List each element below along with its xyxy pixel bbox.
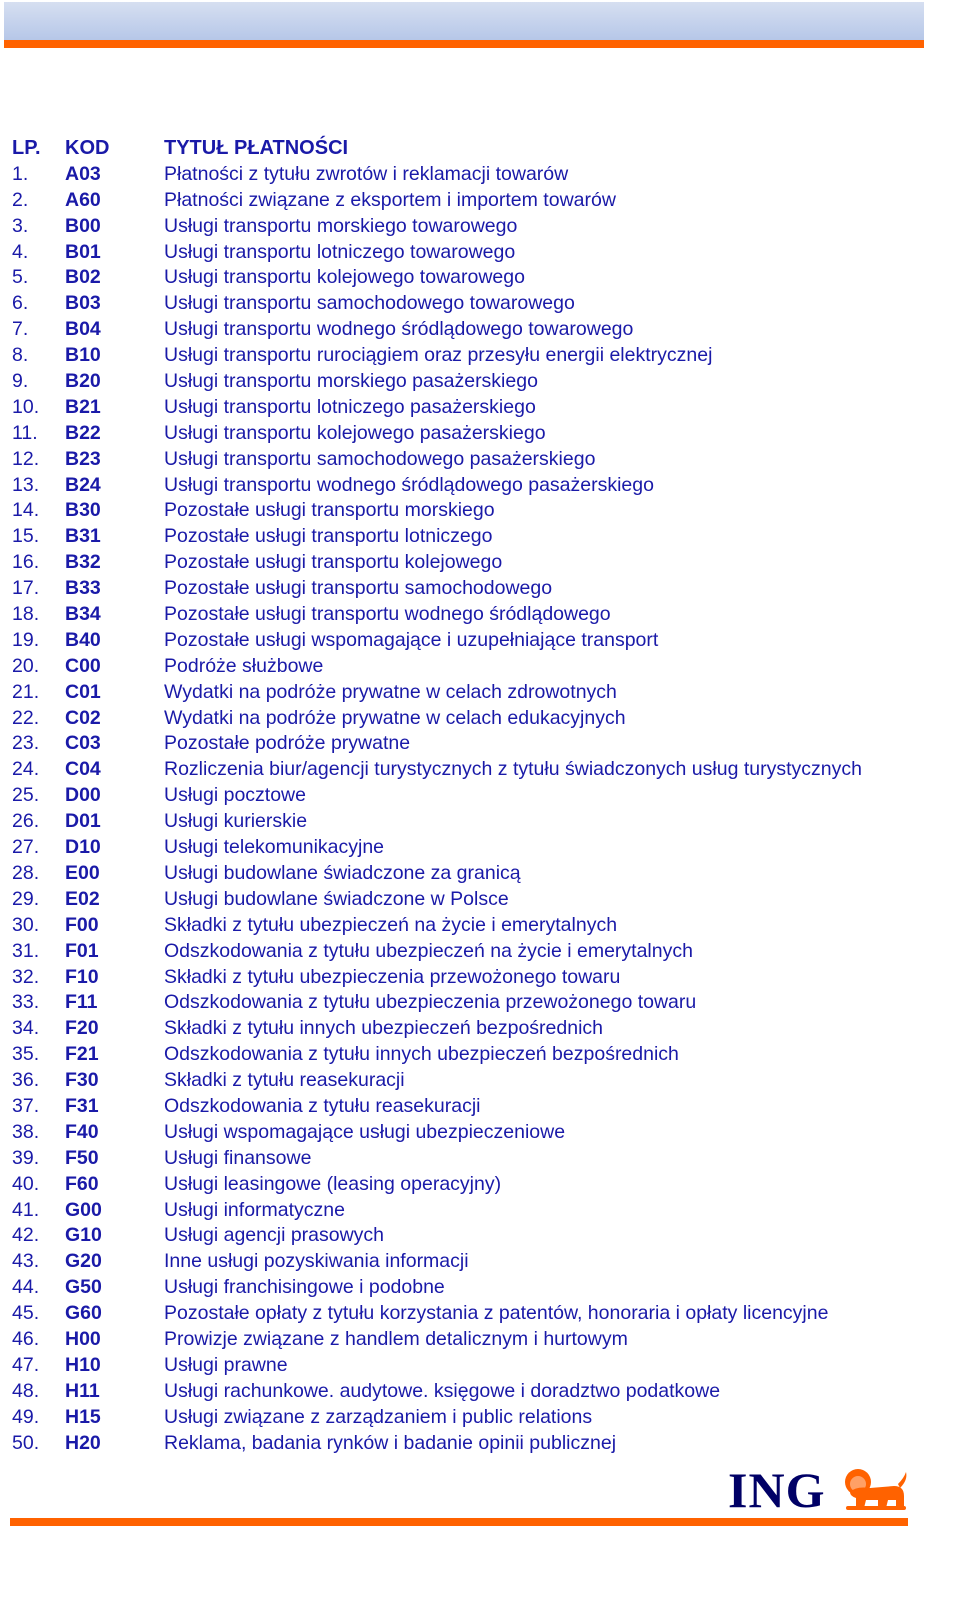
- row-tytul: Usługi transportu morskiego pasażerskiego: [164, 370, 538, 393]
- row-kod: F31: [65, 1094, 99, 1117]
- row-lp: 31.: [12, 939, 40, 962]
- row-kod: H00: [65, 1327, 101, 1350]
- row-tytul: Usługi budowlane świadczone w Polsce: [164, 887, 509, 910]
- row-tytul: Usługi prawne: [164, 1353, 288, 1376]
- row-kod: A03: [65, 162, 101, 185]
- row-lp: 26.: [12, 810, 40, 833]
- row-lp: 35.: [12, 1043, 40, 1066]
- row-tytul: Usługi budowlane świadczone za granicą: [164, 861, 521, 884]
- row-kod: B02: [65, 266, 101, 289]
- row-kod: B10: [65, 344, 101, 367]
- row-tytul: Usługi rachunkowe. audytowe. księgowe i doradztwo podatkowe: [164, 1379, 721, 1402]
- row-kod: C01: [65, 680, 101, 703]
- row-tytul: Usługi pocztowe: [164, 784, 306, 807]
- row-kod: B32: [65, 551, 101, 574]
- row-lp: 41.: [12, 1198, 40, 1221]
- row-lp: 50.: [12, 1431, 40, 1454]
- row-lp: 11.: [12, 421, 38, 444]
- row-tytul: Składki z tytułu reasekuracji: [164, 1069, 405, 1092]
- row-lp: 14.: [12, 499, 40, 522]
- ing-logo-text: ING: [728, 1462, 826, 1518]
- row-kod: F10: [65, 965, 99, 988]
- row-kod: H15: [65, 1405, 101, 1428]
- row-tytul: Pozostałe usługi transportu kolejowego: [164, 551, 503, 574]
- row-lp: 32.: [12, 965, 40, 988]
- row-lp: 46.: [12, 1327, 40, 1350]
- row-kod: F50: [65, 1146, 99, 1169]
- row-kod: B40: [65, 628, 101, 651]
- row-kod: F21: [65, 1043, 99, 1066]
- top-accent-rule: [4, 40, 924, 48]
- row-kod: B22: [65, 421, 101, 444]
- row-lp: 7.: [12, 318, 29, 341]
- row-lp: 34.: [12, 1017, 40, 1040]
- row-kod: B33: [65, 577, 101, 600]
- row-tytul: Usługi transportu kolejowego pasażerskiego: [164, 421, 546, 444]
- row-lp: 15.: [12, 525, 40, 548]
- row-kod: G00: [65, 1198, 102, 1221]
- row-tytul: Pozostałe usługi transportu lotniczego: [164, 525, 493, 548]
- row-kod: F40: [65, 1120, 99, 1143]
- row-kod: B21: [65, 395, 101, 418]
- row-tytul: Odszkodowania z tytułu reasekuracji: [164, 1094, 481, 1117]
- top-band: [4, 2, 924, 40]
- row-tytul: Odszkodowania z tytułu ubezpieczeń na życie i emerytalnych: [164, 939, 693, 962]
- row-kod: B03: [65, 292, 101, 315]
- row-tytul: Usługi telekomunikacyjne: [164, 836, 385, 859]
- row-kod: B30: [65, 499, 101, 522]
- row-tytul: Pozostałe usługi transportu wodnego śródlądowego: [164, 603, 611, 626]
- row-lp: 20.: [12, 654, 40, 677]
- row-tytul: Usługi transportu lotniczego towarowego: [164, 240, 516, 263]
- row-tytul: Pozostałe usługi transportu morskiego: [164, 499, 495, 522]
- row-tytul: Płatności związane z eksportem i importem towarów: [164, 188, 616, 211]
- row-kod: B01: [65, 240, 101, 263]
- lion-icon: [836, 1466, 908, 1512]
- row-tytul: Usługi kurierskie: [164, 810, 308, 833]
- row-kod: D01: [65, 810, 101, 833]
- header-lp: LP.: [12, 137, 41, 159]
- row-kod: C04: [65, 758, 101, 781]
- row-tytul: Składki z tytułu ubezpieczeń na życie i emerytalnych: [164, 913, 618, 936]
- row-tytul: Rozliczenia biur/agencji turystycznych z tytułu świadczonych usług turystycznych: [164, 758, 862, 781]
- row-tytul: Pozostałe usługi wspomagające i uzupełniające transport: [164, 628, 659, 651]
- row-tytul: Usługi transportu wodnego śródlądowego towarowego: [164, 318, 634, 341]
- row-lp: 33.: [12, 991, 40, 1014]
- row-tytul: Usługi leasingowe (leasing operacyjny): [164, 1172, 502, 1195]
- row-lp: 21.: [12, 680, 40, 703]
- row-kod: F11: [65, 991, 98, 1014]
- row-kod: G20: [65, 1250, 102, 1273]
- row-kod: E00: [65, 861, 100, 884]
- row-lp: 4.: [12, 240, 29, 263]
- row-lp: 22.: [12, 706, 40, 729]
- row-kod: C03: [65, 732, 101, 755]
- row-tytul: Pozostałe opłaty z tytułu korzystania z patentów, honoraria i opłaty licencyjne: [164, 1302, 829, 1325]
- row-kod: F30: [65, 1069, 99, 1092]
- row-kod: F00: [65, 913, 99, 936]
- row-kod: B31: [65, 525, 101, 548]
- row-tytul: Odszkodowania z tytułu ubezpieczenia przewożonego towaru: [164, 991, 697, 1014]
- row-lp: 39.: [12, 1146, 40, 1169]
- row-kod: B24: [65, 473, 101, 496]
- row-tytul: Usługi transportu samochodowego pasażerskiego: [164, 447, 596, 470]
- row-kod: D10: [65, 836, 101, 859]
- row-lp: 9.: [12, 370, 29, 393]
- row-lp: 47.: [12, 1353, 40, 1376]
- row-lp: 30.: [12, 913, 40, 936]
- row-lp: 25.: [12, 784, 40, 807]
- row-tytul: Odszkodowania z tytułu innych ubezpieczeń bezpośrednich: [164, 1043, 679, 1066]
- row-tytul: Prowizje związane z handlem detalicznym i hurtowym: [164, 1327, 628, 1350]
- row-lp: 3.: [12, 214, 29, 237]
- row-tytul: Usługi informatyczne: [164, 1198, 345, 1221]
- row-kod: C02: [65, 706, 101, 729]
- row-tytul: Usługi finansowe: [164, 1146, 312, 1169]
- row-tytul: Usługi transportu lotniczego pasażerskiego: [164, 395, 536, 418]
- row-lp: 23.: [12, 732, 40, 755]
- row-tytul: Pozostałe usługi transportu samochodowego: [164, 577, 553, 600]
- row-tytul: Wydatki na podróże prywatne w celach zdrowotnych: [164, 680, 617, 703]
- row-kod: G10: [65, 1224, 102, 1247]
- row-lp: 42.: [12, 1224, 40, 1247]
- row-lp: 12.: [12, 447, 40, 470]
- row-tytul: Usługi transportu wodnego śródlądowego pasażerskiego: [164, 473, 654, 496]
- row-tytul: Reklama, badania rynków i badanie opinii publicznej: [164, 1431, 617, 1454]
- row-kod: B00: [65, 214, 101, 237]
- bottom-accent-rule: [10, 1518, 908, 1526]
- row-kod: A60: [65, 188, 101, 211]
- row-tytul: Płatności z tytułu zwrotów i reklamacji towarów: [164, 162, 569, 185]
- row-lp: 37.: [12, 1094, 40, 1117]
- row-kod: D00: [65, 784, 101, 807]
- row-kod: C00: [65, 654, 101, 677]
- row-kod: H10: [65, 1353, 101, 1376]
- row-tytul: Usługi związane z zarządzaniem i public relations: [164, 1405, 593, 1428]
- row-tytul: Składki z tytułu ubezpieczenia przewożonego towaru: [164, 965, 621, 988]
- row-kod: B20: [65, 370, 101, 393]
- header-kod: KOD: [65, 137, 110, 159]
- row-lp: 29.: [12, 887, 40, 910]
- row-lp: 28.: [12, 861, 40, 884]
- row-kod: B23: [65, 447, 101, 470]
- row-tytul: Usługi wspomagające usługi ubezpieczeniowe: [164, 1120, 566, 1143]
- row-lp: 10.: [12, 395, 40, 418]
- row-tytul: Inne usługi pozyskiwania informacji: [164, 1250, 469, 1273]
- row-kod: H20: [65, 1431, 101, 1454]
- row-lp: 19.: [12, 628, 40, 651]
- row-kod: E02: [65, 887, 100, 910]
- row-tytul: Wydatki na podróże prywatne w celach edukacyjnych: [164, 706, 626, 729]
- row-kod: F20: [65, 1017, 99, 1040]
- row-lp: 17.: [12, 577, 40, 600]
- row-tytul: Usługi transportu kolejowego towarowego: [164, 266, 525, 289]
- row-tytul: Podróże służbowe: [164, 654, 324, 677]
- row-lp: 48.: [12, 1379, 40, 1402]
- row-lp: 27.: [12, 836, 40, 859]
- row-lp: 43.: [12, 1250, 40, 1273]
- row-lp: 16.: [12, 551, 40, 574]
- row-tytul: Składki z tytułu innych ubezpieczeń bezpośrednich: [164, 1017, 604, 1040]
- row-lp: 1.: [12, 162, 29, 185]
- row-lp: 18.: [12, 603, 40, 626]
- row-lp: 8.: [12, 344, 29, 367]
- row-tytul: Usługi franchisingowe i podobne: [164, 1276, 445, 1299]
- row-tytul: Usługi transportu rurociągiem oraz przesyłu energii elektrycznej: [164, 344, 713, 367]
- row-tytul: Usługi transportu morskiego towarowego: [164, 214, 518, 237]
- row-kod: F01: [65, 939, 99, 962]
- row-lp: 45.: [12, 1302, 40, 1325]
- row-lp: 40.: [12, 1172, 40, 1195]
- row-lp: 24.: [12, 758, 40, 781]
- row-tytul: Usługi agencji prasowych: [164, 1224, 385, 1247]
- row-kod: B34: [65, 603, 101, 626]
- ing-logo: [728, 1462, 910, 1518]
- row-kod: B04: [65, 318, 101, 341]
- row-tytul: Usługi transportu samochodowego towarowego: [164, 292, 575, 315]
- row-lp: 2.: [12, 188, 29, 211]
- row-kod: G50: [65, 1276, 102, 1299]
- row-lp: 38.: [12, 1120, 40, 1143]
- row-lp: 36.: [12, 1069, 40, 1092]
- row-lp: 13.: [12, 473, 40, 496]
- row-lp: 44.: [12, 1276, 40, 1299]
- row-lp: 5.: [12, 266, 29, 289]
- row-kod: F60: [65, 1172, 99, 1195]
- row-lp: 6.: [12, 292, 29, 315]
- row-lp: 49.: [12, 1405, 40, 1428]
- row-kod: H11: [65, 1379, 100, 1402]
- row-kod: G60: [65, 1302, 102, 1325]
- header-tytul: TYTUŁ PŁATNOŚCI: [164, 137, 349, 159]
- row-tytul: Pozostałe podróże prywatne: [164, 732, 411, 755]
